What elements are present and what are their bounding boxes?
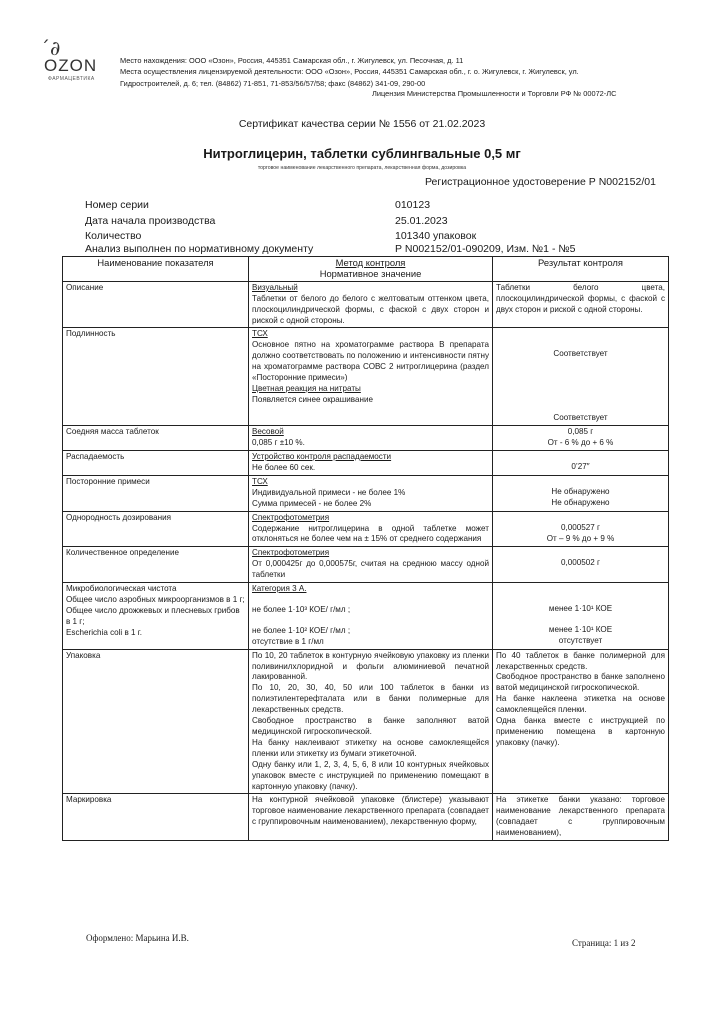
address-line-1: Место нахождения: ООО «Озон», Россия, 445351 Самарская обл., г. Жигулевск, ул. Песочная, д. 11	[120, 56, 464, 65]
method: ТСХ	[252, 476, 268, 486]
result-text: Не обнаружено	[551, 486, 610, 496]
norm-text: отсутствие в 1 г/мл	[252, 636, 324, 646]
header-result: Результат контроля	[493, 257, 669, 282]
norm-text: Таблетки от белого до белого с желтоватым оттенком цвета, плоскоцилиндрической формы, с фаской с двух сторон и риской с одной стороны.	[252, 293, 489, 325]
row-name	[63, 583, 249, 650]
name-text: Общее число аэробных микроорганизмов в 1 г;	[66, 594, 245, 604]
row-result	[493, 511, 669, 547]
row-result	[493, 547, 669, 583]
row-name: Упаковка	[63, 649, 249, 794]
row-norm	[249, 649, 493, 794]
header-name: Наименование показателя	[63, 257, 249, 282]
row-result	[493, 649, 669, 794]
row-name: Соедняя масса таблеток	[63, 426, 249, 451]
norm-text: 0,085 г ±10 %.	[252, 438, 305, 448]
method: Визуальный	[252, 282, 298, 292]
norm-text: Основное пятно на хроматограмме раствора В препарата должно соответствовать по положению и интенсивности пятну на хроматограмме раствора СОВС 2 нитроглицерина (раздел «Посторонние примеси»)	[252, 340, 489, 383]
table-row	[63, 547, 669, 583]
meta-value: Р N002152/01-090209, Изм. №1 - №5	[395, 243, 576, 255]
header-norm-label: Нормативное значение	[319, 267, 422, 279]
result-text: 0,000527 г	[561, 522, 600, 532]
product-subtitle: торговое наименование лекарственного препарата, лекарственная форма, дозировка	[257, 165, 467, 171]
row-result	[493, 426, 669, 451]
registration-number: Регистрационное удостоверение Р N002152/01	[425, 176, 656, 188]
license-line: Лицензия Министерства Промышленности и Торговли РФ № 00072-ЛС	[372, 89, 617, 98]
result-text: менее 1·10¹ КОЕ	[548, 624, 613, 634]
row-result: На этикетке банки указано: торговое наименование лекарственного препарата (совпадает с группировочным наименованием),	[493, 794, 669, 841]
row-result	[493, 451, 669, 476]
row-norm	[249, 583, 493, 650]
page-number: Страница: 1 из 2	[572, 938, 636, 948]
result-text: Соответствует	[553, 413, 608, 423]
norm-text: Появляется синее окрашивание	[252, 394, 373, 404]
meta-value: 010123	[395, 199, 431, 211]
norm-text: Сумма примесей - не более 2%	[252, 498, 372, 508]
meta-value: 25.01.2023	[395, 215, 448, 227]
row-result	[493, 583, 669, 650]
norm-text: Не более 60 сек.	[252, 462, 316, 472]
result-text: Одна банка вместе с инструкцией по применению помещена в картонную упаковку (пачку).	[496, 716, 665, 747]
result-text: От – 9 % до + 9 %	[546, 533, 615, 543]
certificate-title: Сертификат качества серии № 1556 от 21.02.2023	[238, 118, 486, 130]
header-method-label: Метод контроля	[335, 257, 406, 268]
address-line-2: Места осуществления лицензируемой деятельности: ООО «Озон», Россия, 445351 Самарская обл., г. о. Жигулевск, г. Жигулевск, ул.	[120, 67, 579, 76]
table-row	[63, 649, 669, 794]
method: Спектрофотометрия	[252, 512, 330, 522]
address-line-3: Гидростроителей, д. 6; тел. (84862) 71-851, 71-853/56/57/58; факс (84862) 341-09, 290-00	[120, 79, 426, 88]
row-name: Однородность дозирования	[63, 511, 249, 547]
table-row	[63, 281, 669, 328]
result-text: 0,085 г	[567, 427, 594, 437]
row-result	[493, 475, 669, 511]
quality-table	[62, 256, 669, 841]
result-text: 0,000502 г	[561, 558, 600, 568]
table-row	[63, 583, 669, 650]
row-norm: На контурной ячейковой упаковке (блистере) указывают торговое наименование лекарственного препарата (совпадает с группировочным наименованием), лекарственную форму,	[249, 794, 493, 841]
meta-label: Количество	[85, 230, 142, 242]
result-text: 0’27″	[571, 462, 590, 472]
row-name: Описание	[63, 281, 249, 328]
row-result	[493, 328, 669, 426]
logo-mark-icon: ´∂	[40, 36, 61, 60]
norm-text: На банку наклеивают этикетку на основе самоклеящейся пленки или этикетку из бумаги этикеточной.	[252, 737, 489, 758]
ozon-logo	[36, 36, 114, 86]
meta-label: Анализ выполнен по нормативному документу	[85, 243, 314, 255]
method: ТСХ	[252, 329, 268, 339]
table-row	[63, 451, 669, 476]
method: Устройство контроля распадаемости	[252, 452, 392, 462]
row-norm	[249, 475, 493, 511]
norm-text: От 0,000425г до 0,000575г, считая на среднюю массу одной таблетки	[252, 559, 489, 580]
norm-text: не более 1·10³ КОЕ/ г/мл ;	[252, 604, 351, 614]
result-text: От - 6 % до + 6 %	[547, 438, 614, 448]
row-name: Количественное определение	[63, 547, 249, 583]
method: Спектрофотометрия	[252, 548, 330, 558]
result-text: отсутствует	[558, 635, 603, 645]
table-row	[63, 475, 669, 511]
meta-label: Дата начала производства	[85, 215, 216, 227]
row-name: Маркировка	[63, 794, 249, 841]
norm-text: Одну банку или 1, 2, 3, 4, 5, 6, 8 или 10 контурных ячейковых упаковок вместе с инструкцией по применению помещают в картонную упаковку (пачку).	[252, 759, 489, 791]
logo-subtitle: ФАРМАЦЕВТИКА	[48, 76, 95, 82]
norm-text: По 10, 20, 30, 40, 50 или 100 таблеток в банки из полиэтилентерефталата или в банки полимерные для лекарственных средств.	[252, 683, 489, 715]
method: Категория 3 А.	[252, 584, 307, 594]
result-text: менее 1·10¹ КОЕ	[548, 604, 613, 614]
name-text: Микробиологическая чистота	[66, 584, 177, 594]
product-title: Нитроглицерин, таблетки сублингвальные 0,5 мг	[203, 146, 521, 161]
table-row	[63, 794, 669, 841]
norm-text: По 10, 20 таблеток в контурную ячейковую упаковку из пленки поливинилхлоридной и фольги алюминиевой печатной лакированной.	[252, 650, 489, 682]
result-text: Свободное пространство в банке заполнено ватой медицинской гигроскопической.	[496, 672, 665, 693]
norm-text: Содержание нитроглицерина в одной таблетке может отклоняться не более чем на ± 15% от среднего содержания	[252, 523, 489, 544]
row-result: Таблетки белого цвета, плоскоцилиндрической формы, с фаской с двух сторон и риской с одной стороны.	[493, 281, 669, 328]
result-text: На банке наклеена этикетка на основе самоклеящейся пленки.	[496, 694, 665, 715]
table-header-row	[63, 257, 669, 282]
table-row	[63, 328, 669, 426]
row-norm	[249, 281, 493, 328]
header-method	[249, 257, 493, 282]
table-row	[63, 511, 669, 547]
row-norm	[249, 547, 493, 583]
prepared-by: Оформлено: Марьина И.В.	[86, 933, 189, 943]
result-text: Не обнаружено	[551, 497, 610, 507]
norm-text: Свободное пространство в банке заполняют ватой медицинской гигроскопической.	[252, 716, 489, 736]
meta-value: 101340 упаковок	[395, 230, 477, 242]
table-row	[63, 426, 669, 451]
norm-text: не более 1·10² КОЕ/ г/мл ;	[252, 625, 351, 635]
name-text: Общее число дрожжевых и плесневых грибов в 1 г;	[66, 605, 240, 626]
logo-text: OZON	[44, 56, 98, 75]
row-norm	[249, 451, 493, 476]
name-text: Escherichia coli в 1 г.	[66, 627, 142, 637]
row-norm	[249, 511, 493, 547]
result-text: По 40 таблеток в банке полимерной для лекарственных средств.	[496, 650, 665, 671]
row-name: Подлинность	[63, 328, 249, 426]
meta-label: Номер серии	[85, 199, 149, 211]
norm-text: Индивидуальной примеси - не более 1%	[252, 487, 406, 497]
row-norm	[249, 426, 493, 451]
row-name: Распадаемость	[63, 451, 249, 476]
row-name: Посторонние примеси	[63, 475, 249, 511]
row-norm	[249, 328, 493, 426]
method: Весовой	[252, 427, 284, 437]
result-text: Соответствует	[553, 349, 608, 359]
method: Цветная реакция на нитраты	[252, 383, 361, 393]
